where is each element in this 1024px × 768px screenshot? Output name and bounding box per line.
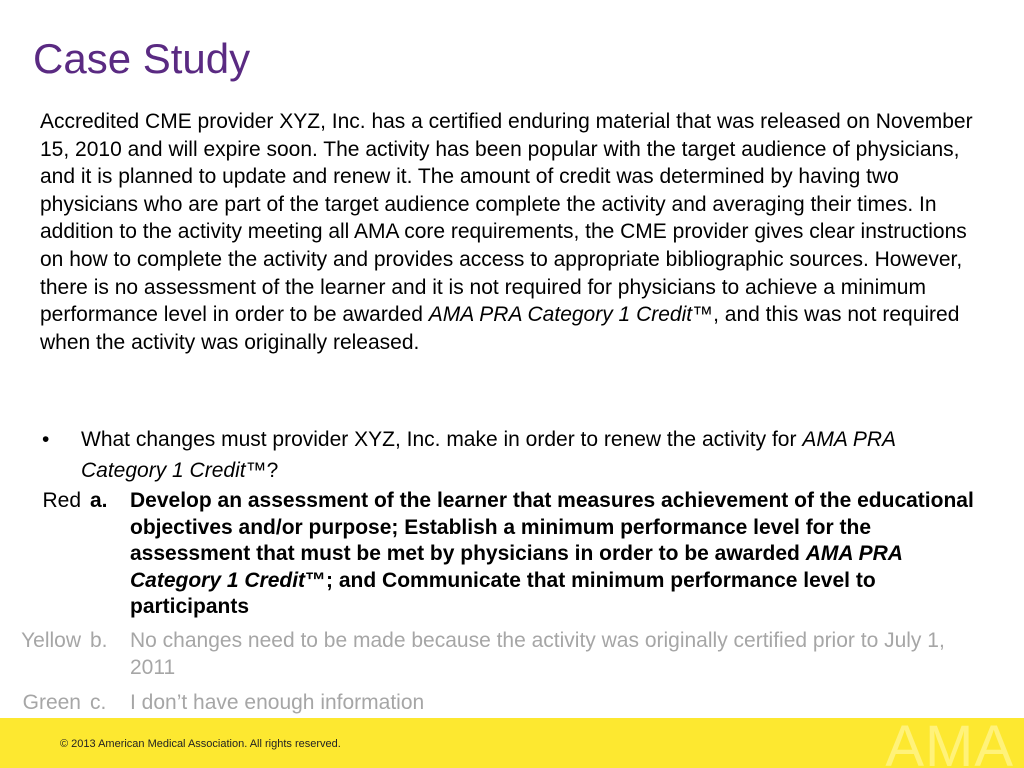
- option-letter: c.: [90, 691, 107, 714]
- case-description-text: Accredited CME provider XYZ, Inc. has a certified enduring material that was released on November 15, 2010 and will expire soon. The activity has been popular with the target audience of physicians, and it is planned to update and renew it. The amount of credit was determined by having two physicians who are part of the target audience complete the activity and averaging their times. In addition to the activity meeting all AMA core requirements, the CME provider gives clear instructions on how to complete the activity and provides access to appropriate bibliographic sources. However, there is no assessment of the learner and it is not required for physicians to achieve a minimum performance level in order to be awarded: [40, 110, 973, 327]
- option-color-tag: Green: [22, 691, 81, 714]
- case-description-end: ™, and this was not required when the activity was originally released.: [40, 303, 960, 354]
- question: [40, 424, 985, 486]
- answer-option-b[interactable]: [0, 628, 1000, 681]
- footer-bar: [0, 718, 1024, 768]
- question-suffix: ™?: [245, 459, 279, 482]
- copyright-notice: © 2013 American Medical Association. All rights reserved.: [60, 738, 341, 750]
- credit-name: AMA PRA Category 1 Credit: [428, 303, 693, 327]
- option-letter: a.: [90, 489, 108, 512]
- option-text-end: ™; and Communicate that minimum performance level to participants: [130, 568, 876, 618]
- option-text: [130, 488, 990, 621]
- option-text: I don’t have enough information: [130, 691, 425, 714]
- option-letter: b.: [90, 629, 108, 652]
- answer-option-c[interactable]: [0, 690, 1000, 717]
- answer-option-a[interactable]: [0, 488, 1000, 621]
- option-text-body: Develop an assessment of the learner that measures achievement of the educational objectives and/or purpose; Establish a minimum performance level for the assessment that must be met by physicians in order to be awarded: [130, 489, 974, 565]
- ama-logo: AMA: [885, 718, 1014, 768]
- bullet-icon: •: [42, 428, 50, 451]
- question-body: What changes must provider XYZ, Inc. make in order to renew the activity for: [81, 428, 803, 451]
- option-text: No changes need to be made because the activity was originally certified prior to July 1, 2011: [130, 629, 945, 679]
- question-text: [81, 424, 985, 486]
- option-credit-name: AMA PRA Category 1 Credit: [130, 542, 903, 592]
- option-color-tag: Red: [42, 489, 81, 512]
- case-description: [40, 108, 985, 356]
- slide-title: Case Study: [33, 35, 251, 82]
- question-credit-name: AMA PRA Category 1 Credit: [81, 428, 896, 482]
- option-color-tag: Yellow: [21, 629, 81, 652]
